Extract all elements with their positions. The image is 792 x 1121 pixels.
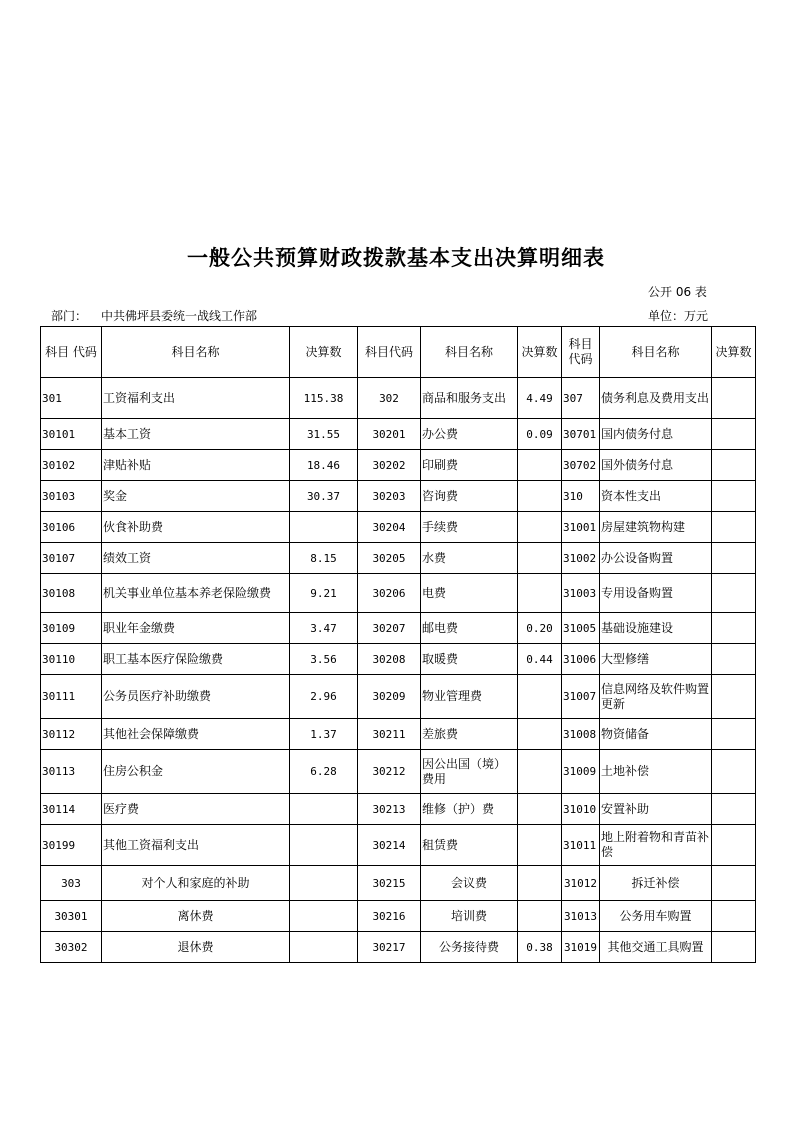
amount-cell (518, 512, 562, 543)
amount-cell: 2.96 (290, 675, 358, 719)
amount-cell: 31.55 (290, 419, 358, 450)
amount-cell (518, 825, 562, 866)
table-row (41, 543, 756, 574)
account-code-cell: 30204 (358, 512, 421, 543)
account-code-cell: 30114 (41, 794, 102, 825)
table-row (41, 675, 756, 719)
account-name-cell: 拆迁补偿 (600, 866, 712, 901)
unit-label: 单位：万元 (648, 309, 709, 323)
account-code-cell: 30201 (358, 419, 421, 450)
amount-cell (712, 901, 756, 932)
amount-cell (712, 719, 756, 750)
amount-cell (518, 675, 562, 719)
table-row (41, 901, 756, 932)
account-name-cell: 公务员医疗补助缴费 (102, 675, 290, 719)
column-header: 决算数 (290, 327, 358, 378)
account-code-cell: 31006 (562, 644, 600, 675)
amount-cell (712, 825, 756, 866)
account-code-cell: 30206 (358, 574, 421, 613)
account-code-cell: 31007 (562, 675, 600, 719)
account-code-cell: 30214 (358, 825, 421, 866)
table-row (41, 481, 756, 512)
account-name-cell: 办公费 (421, 419, 518, 450)
account-name-cell: 安置补助 (600, 794, 712, 825)
amount-cell (518, 574, 562, 613)
account-name-cell: 商品和服务支出 (421, 378, 518, 419)
amount-cell (712, 866, 756, 901)
amount-cell (712, 644, 756, 675)
expenditure-table (40, 326, 756, 963)
account-code-cell: 30106 (41, 512, 102, 543)
account-code-cell: 30199 (41, 825, 102, 866)
account-name-cell: 培训费 (421, 901, 518, 932)
account-name-cell: 水费 (421, 543, 518, 574)
account-name-cell: 津贴补贴 (102, 450, 290, 481)
amount-cell (518, 866, 562, 901)
account-code-cell: 303 (41, 866, 102, 901)
account-code-cell: 30212 (358, 750, 421, 794)
account-name-cell: 国内债务付息 (600, 419, 712, 450)
amount-cell (712, 450, 756, 481)
account-name-cell: 租赁费 (421, 825, 518, 866)
account-name-cell: 对个人和家庭的补助 (102, 866, 290, 901)
department-label: 部门： (51, 309, 88, 323)
account-code-cell: 31003 (562, 574, 600, 613)
account-code-cell: 30301 (41, 901, 102, 932)
account-name-cell: 咨询费 (421, 481, 518, 512)
account-name-cell: 土地补偿 (600, 750, 712, 794)
account-code-cell: 30202 (358, 450, 421, 481)
amount-cell (290, 512, 358, 543)
account-code-cell: 302 (358, 378, 421, 419)
amount-cell (712, 794, 756, 825)
account-code-cell: 30102 (41, 450, 102, 481)
amount-cell: 3.47 (290, 613, 358, 644)
amount-cell (290, 901, 358, 932)
account-code-cell: 30103 (41, 481, 102, 512)
account-name-cell: 基础设施建设 (600, 613, 712, 644)
amount-cell (712, 543, 756, 574)
account-code-cell: 30211 (358, 719, 421, 750)
account-name-cell: 差旅费 (421, 719, 518, 750)
account-code-cell: 30112 (41, 719, 102, 750)
account-name-cell: 公务接待费 (421, 932, 518, 963)
table-row (41, 794, 756, 825)
account-name-cell: 职工基本医疗保险缴费 (102, 644, 290, 675)
amount-cell (290, 932, 358, 963)
table-row (41, 750, 756, 794)
amount-cell: 115.38 (290, 378, 358, 419)
account-code-cell: 30209 (358, 675, 421, 719)
account-name-cell: 医疗费 (102, 794, 290, 825)
column-header: 科目名称 (421, 327, 518, 378)
account-code-cell: 31005 (562, 613, 600, 644)
amount-cell (712, 675, 756, 719)
column-header: 科目名称 (600, 327, 712, 378)
department-value: 中共佛坪县委统一战线工作部 (101, 309, 258, 323)
account-code-cell: 310 (562, 481, 600, 512)
account-name-cell: 办公设备购置 (600, 543, 712, 574)
account-code-cell: 301 (41, 378, 102, 419)
account-code-cell: 30109 (41, 613, 102, 644)
table-code: 公开 06 表 (648, 285, 707, 299)
account-code-cell: 31002 (562, 543, 600, 574)
account-code-cell: 31001 (562, 512, 600, 543)
account-code-cell: 307 (562, 378, 600, 419)
account-name-cell: 退休费 (102, 932, 290, 963)
account-code-cell: 30217 (358, 932, 421, 963)
account-name-cell: 国外债务付息 (600, 450, 712, 481)
amount-cell (290, 794, 358, 825)
account-name-cell: 电费 (421, 574, 518, 613)
amount-cell: 6.28 (290, 750, 358, 794)
account-name-cell: 工资福利支出 (102, 378, 290, 419)
amount-cell (712, 512, 756, 543)
account-name-cell: 房屋建筑物构建 (600, 512, 712, 543)
account-code-cell: 31019 (562, 932, 600, 963)
account-name-cell: 大型修缮 (600, 644, 712, 675)
amount-cell (518, 794, 562, 825)
table-row (41, 644, 756, 675)
table-row (41, 378, 756, 419)
amount-cell: 0.38 (518, 932, 562, 963)
column-header: 决算数 (518, 327, 562, 378)
account-code-cell: 30302 (41, 932, 102, 963)
amount-cell: 0.44 (518, 644, 562, 675)
account-name-cell: 机关事业单位基本养老保险缴费 (102, 574, 290, 613)
account-name-cell: 邮电费 (421, 613, 518, 644)
account-code-cell: 31012 (562, 866, 600, 901)
column-header: 科目代码 (358, 327, 421, 378)
account-name-cell: 职业年金缴费 (102, 613, 290, 644)
account-code-cell: 31013 (562, 901, 600, 932)
table-row (41, 419, 756, 450)
amount-cell (712, 481, 756, 512)
column-header: 科目代码 (562, 327, 600, 378)
amount-cell (712, 378, 756, 419)
account-name-cell: 物业管理费 (421, 675, 518, 719)
account-code-cell: 30213 (358, 794, 421, 825)
page-title: 一般公共预算财政拨款基本支出决算明细表 (187, 245, 605, 270)
account-code-cell: 30203 (358, 481, 421, 512)
account-code-cell: 30207 (358, 613, 421, 644)
account-name-cell: 奖金 (102, 481, 290, 512)
amount-cell (518, 481, 562, 512)
account-name-cell: 其他交通工具购置 (600, 932, 712, 963)
account-code-cell: 30101 (41, 419, 102, 450)
account-code-cell: 30216 (358, 901, 421, 932)
account-name-cell: 绩效工资 (102, 543, 290, 574)
account-name-cell: 其他工资福利支出 (102, 825, 290, 866)
amount-cell: 30.37 (290, 481, 358, 512)
amount-cell (518, 719, 562, 750)
account-code-cell: 31009 (562, 750, 600, 794)
amount-cell: 4.49 (518, 378, 562, 419)
account-code-cell: 30108 (41, 574, 102, 613)
account-name-cell: 资本性支出 (600, 481, 712, 512)
amount-cell: 18.46 (290, 450, 358, 481)
amount-cell (712, 574, 756, 613)
account-code-cell: 31008 (562, 719, 600, 750)
amount-cell: 9.21 (290, 574, 358, 613)
account-code-cell: 30110 (41, 644, 102, 675)
table-row (41, 574, 756, 613)
amount-cell (290, 825, 358, 866)
account-name-cell: 维修（护）费 (421, 794, 518, 825)
table-row (41, 866, 756, 901)
account-name-cell: 住房公积金 (102, 750, 290, 794)
account-name-cell: 印刷费 (421, 450, 518, 481)
amount-cell (712, 419, 756, 450)
column-header: 决算数 (712, 327, 756, 378)
account-code-cell: 30215 (358, 866, 421, 901)
amount-cell (290, 866, 358, 901)
account-code-cell: 30111 (41, 675, 102, 719)
table-row (41, 450, 756, 481)
amount-cell (712, 750, 756, 794)
header-row (41, 327, 756, 378)
account-name-cell: 取暖费 (421, 644, 518, 675)
account-name-cell: 债务利息及费用支出 (600, 378, 712, 419)
account-name-cell: 信息网络及软件购置更新 (600, 675, 712, 719)
account-name-cell: 离休费 (102, 901, 290, 932)
amount-cell (518, 901, 562, 932)
account-name-cell: 地上附着物和青苗补偿 (600, 825, 712, 866)
amount-cell: 0.20 (518, 613, 562, 644)
account-name-cell: 其他社会保障缴费 (102, 719, 290, 750)
amount-cell: 0.09 (518, 419, 562, 450)
account-code-cell: 30701 (562, 419, 600, 450)
table-row (41, 825, 756, 866)
account-name-cell: 公务用车购置 (600, 901, 712, 932)
account-name-cell: 手续费 (421, 512, 518, 543)
account-name-cell: 基本工资 (102, 419, 290, 450)
account-code-cell: 31011 (562, 825, 600, 866)
account-code-cell: 31010 (562, 794, 600, 825)
amount-cell (518, 450, 562, 481)
amount-cell (712, 613, 756, 644)
table-row (41, 932, 756, 963)
amount-cell (712, 932, 756, 963)
table-row (41, 613, 756, 644)
table-row (41, 512, 756, 543)
amount-cell: 3.56 (290, 644, 358, 675)
table-row (41, 719, 756, 750)
column-header: 科目 代码 (41, 327, 102, 378)
account-name-cell: 物资储备 (600, 719, 712, 750)
column-header: 科目名称 (102, 327, 290, 378)
amount-cell (518, 750, 562, 794)
account-name-cell: 会议费 (421, 866, 518, 901)
account-name-cell: 因公出国（境）费用 (421, 750, 518, 794)
account-code-cell: 30107 (41, 543, 102, 574)
account-code-cell: 30208 (358, 644, 421, 675)
account-code-cell: 30113 (41, 750, 102, 794)
amount-cell: 1.37 (290, 719, 358, 750)
account-code-cell: 30702 (562, 450, 600, 481)
account-name-cell: 伙食补助费 (102, 512, 290, 543)
account-name-cell: 专用设备购置 (600, 574, 712, 613)
amount-cell: 8.15 (290, 543, 358, 574)
account-code-cell: 30205 (358, 543, 421, 574)
amount-cell (518, 543, 562, 574)
